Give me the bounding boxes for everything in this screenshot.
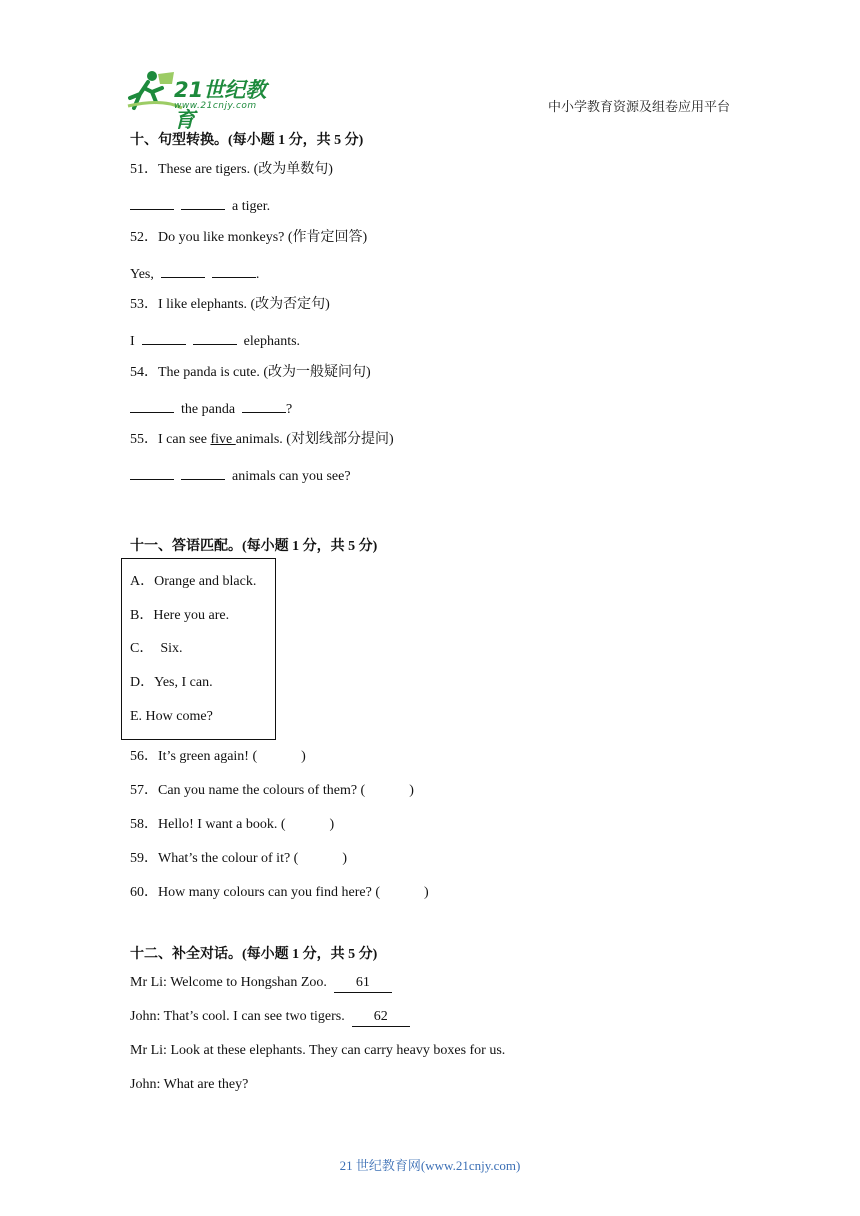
question-52: 52．Do you like monkeys? (作肯定回答)	[130, 230, 368, 245]
option-a: A．Orange and black.	[130, 574, 257, 589]
question-60: 60．How many colours can you find here? ( )	[130, 885, 429, 900]
blank[interactable]	[130, 398, 174, 413]
dialogue-line-3: Mr Li: Look at these elephants. They can carry heavy boxes for us.	[130, 1043, 506, 1058]
question-54: 54．The panda is cute. (改为一般疑问句)	[130, 365, 371, 380]
blank[interactable]	[181, 195, 225, 210]
option-b: B．Here you are.	[130, 608, 230, 623]
answer-52: Yes, .	[130, 263, 259, 284]
question-51: 51．These are tigers. (改为单数句)	[130, 162, 333, 177]
dialogue-line-1: Mr Li: Welcome to Hongshan Zoo. 61	[130, 974, 392, 993]
question-59: 59．What’s the colour of it? ( )	[130, 851, 348, 866]
question-55: 55．I can see five animals. (对划线部分提问)	[130, 432, 394, 447]
question-53: 53．I like elephants. (改为否定句)	[130, 297, 330, 312]
blank[interactable]	[212, 263, 256, 278]
section-10-title: 十、句型转换。(每小题 1 分，共 5 分)	[130, 133, 364, 148]
blank[interactable]	[130, 465, 174, 480]
option-c: C． Six.	[130, 641, 183, 656]
blank[interactable]	[193, 330, 237, 345]
answer-53: I elephants.	[130, 330, 300, 351]
answer-55: animals can you see?	[130, 465, 351, 486]
question-58: 58．Hello! I want a book. ( )	[130, 817, 335, 832]
blank-61[interactable]: 61	[334, 974, 392, 993]
question-56: 56．It’s green again! ( )	[130, 749, 306, 764]
blank[interactable]	[130, 195, 174, 210]
header-platform-text: 中小学教育资源及组卷应用平台	[548, 99, 731, 114]
question-57: 57．Can you name the colours of them? ( )	[130, 783, 414, 798]
blank-62[interactable]: 62	[352, 1008, 410, 1027]
blank[interactable]	[242, 398, 286, 413]
site-logo	[122, 68, 287, 132]
answer-51: a tiger.	[130, 195, 270, 216]
blank[interactable]	[181, 465, 225, 480]
option-d: D．Yes, I can.	[130, 675, 213, 690]
logo-url: www.21cnjy.com	[174, 101, 257, 111]
footer-text[interactable]: 21 世纪教育网(www.21cnjy.com)	[339, 1158, 521, 1173]
logo-title: 21世纪教育	[174, 78, 267, 132]
section-11-title: 十一、答语匹配。(每小题 1 分，共 5 分)	[130, 539, 378, 554]
blank[interactable]	[142, 330, 186, 345]
dialogue-line-4: John: What are they?	[130, 1077, 249, 1092]
underlined-word: five	[210, 432, 236, 447]
option-e: E. How come?	[130, 709, 213, 724]
dialogue-line-2: John: That’s cool. I can see two tigers. 62	[130, 1008, 410, 1027]
section-12-title: 十二、补全对话。(每小题 1 分，共 5 分)	[130, 947, 378, 962]
blank[interactable]	[161, 263, 205, 278]
answer-54: the panda ?	[130, 398, 292, 419]
